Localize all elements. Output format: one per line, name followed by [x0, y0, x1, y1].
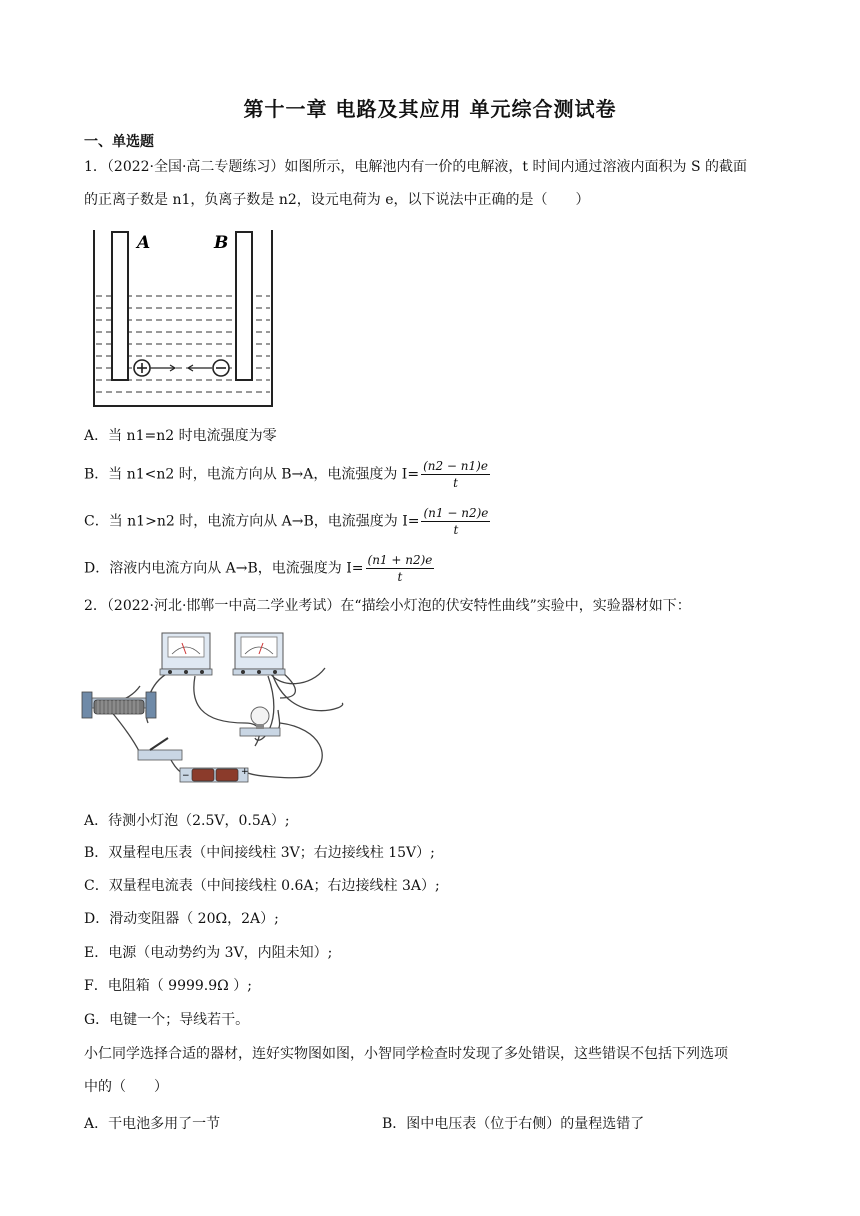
electrolytic-cell-figure — [88, 228, 278, 410]
q2-item-b: B．双量程电压表（中间接线柱 3V；右边接线柱 15V）; — [84, 845, 435, 861]
q1-option-b-text: B．当 n1<n2 时，电流方向从 B→A，电流强度为 I= — [84, 466, 420, 483]
fraction-denominator: t — [453, 476, 458, 490]
q1-stem-line1: 1．（2022·全国·高二专题练习）如图所示，电解池内有一价的电解液，t 时间内通过溶液内面积为 S 的截面 — [84, 159, 748, 175]
q2-item-c: C．双量程电流表（中间接线柱 0.6A；右边接线柱 3A）; — [84, 878, 440, 894]
q1-stem-line2: 的正离子数是 n1，负离子数是 n2，设元电荷为 e，以下说法中正确的是（ ） — [84, 192, 590, 208]
q2-paragraph-line1: 小仁同学选择合适的器材，连好实物图如图，小智同学检查时发现了多处错误，这些错误不包括下列选项 — [84, 1046, 728, 1062]
section-heading: 一、单选题 — [84, 134, 154, 150]
fraction-numerator: (n1 − n2)e — [423, 506, 489, 520]
fraction-numerator: (n1 + n2)e — [367, 553, 433, 567]
q2-item-f: F．电阻箱（ 9999.9Ω ）; — [84, 978, 252, 994]
battery-plus-sign: + — [241, 767, 249, 777]
fraction-denominator: t — [453, 523, 459, 537]
fraction-numerator: (n2 − n1)e — [423, 459, 488, 473]
fraction-denominator: t — [397, 570, 403, 584]
q1-option-c-text: C．当 n1>n2 时，电流方向从 A→B，电流强度为 I= — [84, 513, 420, 530]
electrode-label-a: A — [137, 233, 151, 253]
q1-option-b-fraction — [421, 458, 490, 491]
circuit-apparatus-figure — [80, 628, 390, 788]
page-title: 第十一章 电路及其应用 单元综合测试卷 — [243, 97, 617, 121]
battery-minus-sign: − — [182, 771, 190, 781]
q1-option-c-fraction — [421, 505, 490, 538]
q2-item-d: D．滑动变阻器（ 20Ω，2A）; — [84, 911, 279, 927]
q2-option-a: A．干电池多用了一节 — [84, 1116, 221, 1132]
q2-option-b: B．图中电压表（位于右侧）的量程选错了 — [382, 1116, 645, 1132]
q1-option-c — [84, 505, 490, 538]
q2-item-a: A．待测小灯泡（2.5V，0.5A）; — [84, 813, 290, 829]
q1-option-d-fraction — [366, 552, 435, 585]
q1-option-a: A．当 n1=n2 时电流强度为零 — [84, 428, 277, 444]
q2-item-e: E．电源（电动势约为 3V，内阻未知）; — [84, 945, 333, 961]
q2-stem: 2．（2022·河北·邯郸一中高二学业考试）在“描绘小灯泡的伏安特性曲线”实验中，实验器材如下： — [84, 598, 691, 614]
electrode-label-b: B — [214, 233, 229, 253]
q1-option-b — [84, 458, 490, 491]
q1-option-d — [84, 552, 434, 585]
q2-paragraph-line2: 中的（ ） — [84, 1079, 168, 1095]
q2-item-g: G．电键一个；导线若干。 — [84, 1012, 250, 1028]
q1-option-d-text: D．溶液内电流方向从 A→B，电流强度为 I= — [84, 560, 364, 577]
